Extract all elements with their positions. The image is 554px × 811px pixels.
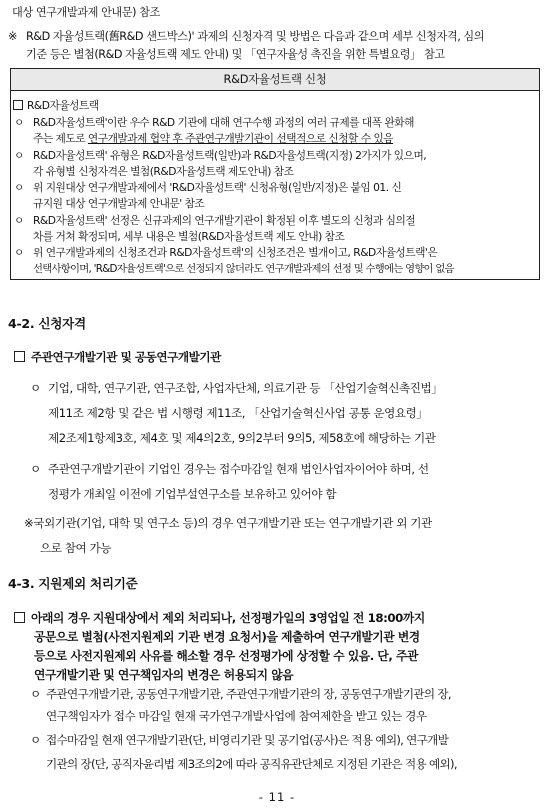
bullet-circle-icon: ㅇ <box>14 116 24 129</box>
bullet-circle-icon: ㅇ <box>14 149 24 162</box>
section-title-4-2: 4-2. 신청자격 <box>8 316 86 331</box>
paragraph-line: 연구책임자가 접수 마감일 현재 국가연구개발사업에 참여제한을 받고 있는 경우 <box>46 709 427 723</box>
bullet-circle-icon: ㅇ <box>30 381 41 395</box>
intro-line: 대상 연구개발과제 안내문) 참조 <box>12 6 160 19</box>
checkbox-square-icon <box>14 351 25 362</box>
bold-paragraph-line: 아래의 경우 지원대상에서 제외 처리되나, 선정평가일의 3영업일 전 18:00까지 <box>14 610 425 626</box>
box-heading: R&D자율성트랙 <box>13 99 99 113</box>
checkbox-square-icon <box>13 100 23 110</box>
bullet-circle-icon: ㅇ <box>14 214 24 227</box>
section-title-4-3: 4-3. 지원제외 처리기준 <box>8 576 138 591</box>
box-item-line: 선택사항이며, 'R&D자율성트랙'으로 선정되지 않더라도 연구개발과제의 선정 및 수행에는 영향이 없음 <box>33 263 454 275</box>
note-mark: ※ <box>8 30 17 43</box>
bullet-circle-icon: ㅇ <box>30 687 41 701</box>
intro-note-line: 기준 등은 별첨(R&D 자율성트랙 제도 안내) 및 「연구자율성 촉진을 위한 특별요령」 참고 <box>26 48 445 61</box>
box-item-line: 위 지원대상 연구개발과제에서 'R&D자율성트랙' 신청유형(일반/지정)은 붙임 01. 신 <box>33 181 402 194</box>
bullet-circle-icon: ㅇ <box>30 733 41 747</box>
box-item-line: 각 유형별 신청자격은 별첨(R&D자율성트랙 제도안내) 참조 <box>33 165 294 178</box>
paragraph-line: 제11조 제2항 및 같은 법 시행령 제11조, 「산업기술혁신사업 공통 운영요령」 <box>48 406 428 420</box>
box-item-line: 주는 제도로 연구개발과제 협약 후 주관연구개발기관이 선택적으로 신청할 수 있음 <box>33 132 394 145</box>
box-item-line: R&D자율성트랙' 유형은 R&D자율성트랙(일반)과 R&D자율성트랙(지정) 2가지가 있으며, <box>33 149 427 162</box>
bullet-circle-icon: ㅇ <box>14 246 24 259</box>
bullet-circle-icon: ㅇ <box>14 181 24 194</box>
paragraph-line: 기관의 장(단, 공직자윤리법 제3조의2에 따라 공직유관단체로 지정된 기관은 적용 예외), <box>46 757 457 771</box>
paragraph-line: 기업, 대학, 연구기관, 연구조합, 사업자단체, 의료기관 등 「산업기술혁신촉진법」 <box>48 381 443 395</box>
box-item-line: 규지원 대상 연구개발과제 안내문' 참조 <box>33 197 205 210</box>
bold-paragraph-line: 연구개발기관 및 연구책임자의 변경은 허용되지 않음 <box>34 668 294 682</box>
box-title: R&D자율성트랙 신청 <box>11 69 539 91</box>
checkbox-square-icon <box>14 612 25 623</box>
page-number: - 11 - <box>258 790 296 804</box>
box-item-line: R&D자율성트랙' 선정은 신규과제의 연구개발기관이 확정된 이후 별도의 신청과 심의절 <box>33 214 416 227</box>
intro-note-line: R&D 자율성트랙(舊R&D 샌드박스)' 과제의 신청자격 및 방법은 다음과 같으며 세부 신청자격, 심의 <box>26 30 485 43</box>
bold-paragraph-line: 등으로 사전지원제외 사유를 해소할 경우 선정평가에 상정할 수 있음. 단, 주관 <box>34 649 418 663</box>
box-item-line: 위 연구개발과제의 신청조건과 R&D자율성트랙'의 신청조건은 별개이고, R&D자율성트랙'은 <box>33 246 438 259</box>
box-item-line: R&D자율성트랙'이란 우수 R&D 기관에 대해 연구수행 과정의 여러 규제를 대폭 완화해 <box>33 116 414 129</box>
section-subheading: 주관연구개발기관 및 공동연구개발기관 <box>14 349 221 365</box>
paragraph-line: 정평가 개최일 이전에 기업부설연구소를 보유하고 있어야 함 <box>48 487 337 501</box>
bold-paragraph-line: 공문으로 별첨(사전지원제외 기관 변경 요청서)을 제출하여 연구개발기관 변경 <box>34 630 420 644</box>
paragraph-line: 접수마감일 현재 연구개발기관(단, 비영리기관 및 공기업(공사)은 적용 예외), 연구개발 <box>46 733 449 747</box>
box-item-line: 차를 거쳐 확정되며, 세부 내용은 별첨(R&D자율성트랙 제도 안내) 참조 <box>33 230 345 243</box>
rnd-autonomy-track-box <box>10 68 540 280</box>
paragraph-line: 주관연구개발기관, 공동연구개발기관, 주관연구개발기관의 장, 공동연구개발기관의 장, <box>46 687 451 701</box>
note-line: ※국외기관(기업, 대학 및 연구소 등)의 경우 연구개발기관 또는 연구개발기관 외 기관 <box>24 516 432 530</box>
paragraph-line: 제2조제1항제3호, 제4호 및 제4의2호, 9의2부터 9의5, 제58호에 해당하는 기관 <box>48 431 436 445</box>
bullet-circle-icon: ㅇ <box>30 462 41 476</box>
paragraph-line: 주관연구개발기관이 기업인 경우는 접수마감일 현재 법인사업자이어야 하며, 선 <box>48 462 429 476</box>
note-line: 으로 참여 가능 <box>40 541 111 555</box>
